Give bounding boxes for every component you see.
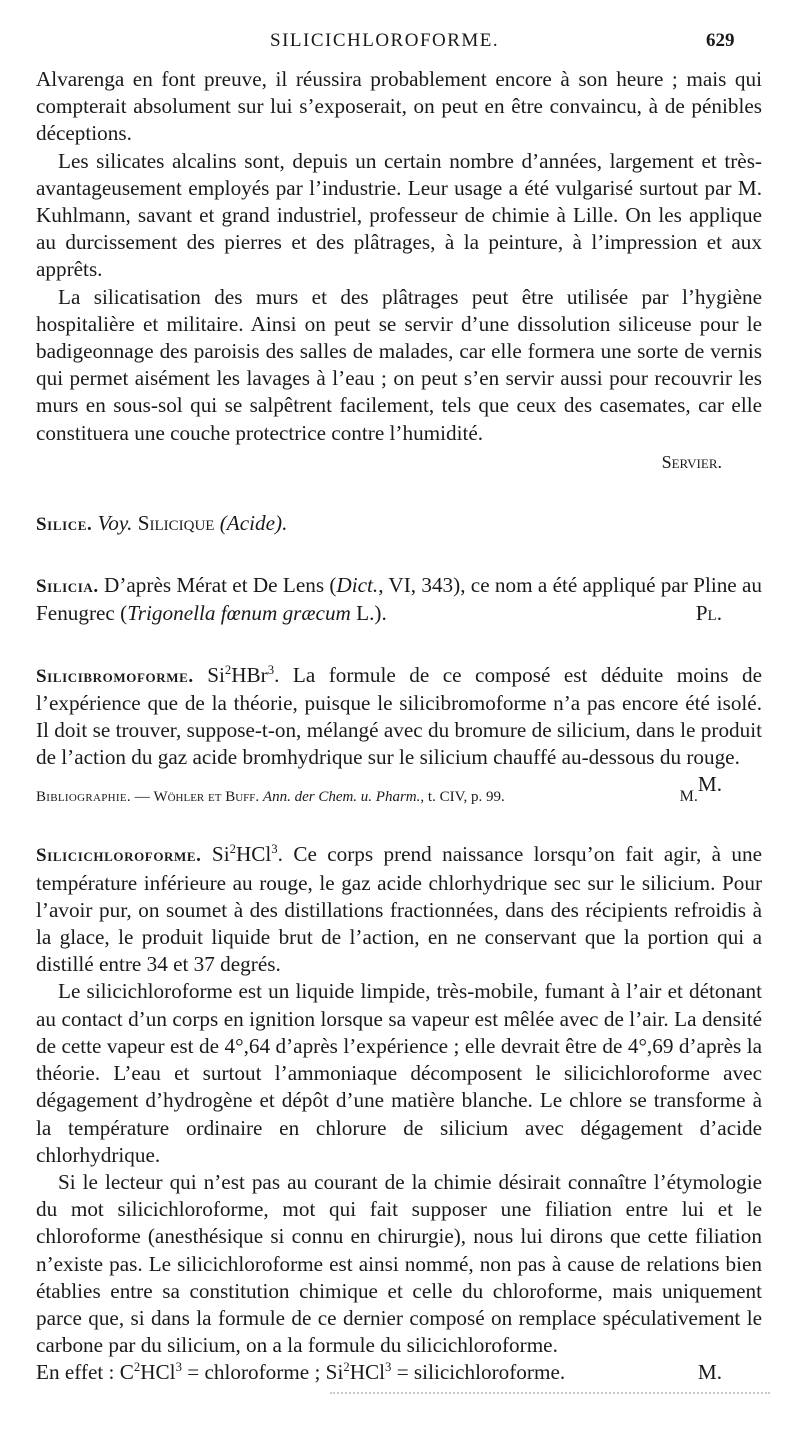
eq-sup3: 2 (343, 1360, 350, 1375)
entry-silicichloroforme (36, 841, 762, 978)
headword-silice: Silice. (36, 514, 93, 536)
headword-silicibromoforme: Silicibromoforme. (36, 665, 194, 687)
eq-d: HCl (349, 1360, 386, 1385)
signature-m-biblio: M. (679, 788, 698, 806)
cross-reference: Silicique (137, 511, 215, 536)
formula-sicl-a: Si (211, 842, 230, 867)
signature-m-1: M. (697, 772, 722, 797)
silicichloroforme-intro: . Ce corps prend naissance lorsqu’on fait agir, à une température inférieure au rouge, le gaz acide chlorhydrique sec sur le silicium. Pour l’avoir pur, on soumet à des distillations fractionnées, dans des récipients refroidis à la glace, le produit liquide brut de l’action, en ne conservant que la portion qui a distillé entre 34 et 37 degrés. (36, 842, 763, 977)
page-number: 629 (706, 30, 735, 51)
silicia-text-a: D’après Mérat et De Lens ( (104, 573, 337, 598)
silicia-dict: Dict. (336, 573, 379, 598)
silicibromoforme-text: . La formule de ce composé est déduite moins de l’expérience que de la théorie, puisque le silicibromoforme n’a pas encore été isolé. Il doit se trouver, suppose-t-on, mélangé avec du bromure de silicium, dans le produit de l’action du gaz acide bromhydrique sur le silicium chauffé au-dessous du rouge. (36, 662, 763, 770)
footer-rule (330, 1392, 770, 1398)
formula-sibr-b: HBr (231, 662, 268, 687)
signature-servier: Servier. (661, 451, 722, 472)
eq-b: HCl (140, 1360, 176, 1385)
silicia-text-b: , VI, 343), ce nom a été appliqué par Pline au Fenugrec ( (36, 573, 763, 626)
entry-silicibromoforme (36, 662, 763, 797)
paragraph-continuation: Alvarenga en font preuve, il réussira probablement encore à son heure ; mais qui compterait absolument sur lui s’exposerait, on peut en être convaincu, à de pénibles déceptions. (36, 67, 762, 146)
eq-sup2: 3 (175, 1360, 182, 1375)
voy-label: Voy. (97, 511, 133, 536)
headword-silicia: Silicia. (36, 576, 99, 598)
bibliography-authors: Wöhler et Buff. (153, 789, 260, 806)
entry-silice (36, 510, 762, 538)
paragraph-silicatisation: La silicatisation des murs et des plâtrages peut être utilisée par l’hygiène hospitalière et militaire. Ainsi on peut se servir d’une dissolution siliceuse pour le badigeonnage des paroisis des salles de malades, car elle formera une sorte de vernis qui permet aisément les lavages à l’eau ; on peut s’en servir aussi pour recouvrir les murs en sous-sol qui se salpêtrent facilement, tels que ceux des casemates, car elle constituera une couche protectrice contre l’humidité. (36, 284, 762, 445)
running-head (0, 30, 800, 60)
paragraph-properties: Le silicichloroforme est un liquide limpide, très-mobile, fumant à l’air et détonant au contact d’un corps en ignition lorsque sa vapeur est mêlée avec de l’air. La densité de cette vapeur est de 4°,64 d’après l’expérience ; elle devrait être de 4°,69 d’après la théorie. L’eau et surtout l’ammoniaque décomposent le silicichloroforme avec dégagement d’hydrogène et dépôt d’une matière blanche. Le chlore se transforme à la température ordinaire en chlorure de silicium avec dégagement d’acide chlorhydrique. (36, 979, 762, 1167)
paragraph-equation (36, 1359, 762, 1386)
signature-m-2: M. (697, 1360, 722, 1385)
eq-sup4: 3 (385, 1360, 392, 1375)
eq-a: En effet : C (36, 1360, 134, 1385)
bibliography (36, 787, 762, 807)
bibliography-rest: , t. CIV, p. 99. (420, 789, 505, 806)
signature-pl: Pl. (695, 601, 722, 626)
paragraph-silicates: Les silicates alcalins sont, depuis un certain nombre d’années, largement et très-avantageusement employés par l’industrie. Leur usage a été vulgarisé surtout par M. Kuhlmann, savant et grand industriel, professeur de chimie à Lille. On les applique au durcissement des pierres et des plâtrages, à la peinture, à l’impression et aux apprêts. (36, 148, 762, 282)
headword-silicichloroforme: Silicichloroforme. (36, 845, 202, 867)
formula-sibr-sup2: 3 (267, 662, 275, 677)
silicia-latin-name: Trigonella fœnum græcum (127, 601, 351, 626)
formula-sibr-sup1: 2 (224, 662, 232, 677)
eq-c: = chloroforme ; Si (181, 1360, 344, 1385)
bibliography-label: Bibliographie. (36, 789, 131, 806)
formula-sibr-a: Si (207, 662, 225, 687)
eq-e: = silicichloroforme. (391, 1360, 566, 1385)
paragraph-etymology: Si le lecteur qui n’est pas au courant de la chimie désirait connaître l’étymologie du mot silicichloroforme, mot qui fait supposer une filiation entre lui et le chloroforme (anesthésique si connu en chirurgie), nous lui dirons que cette filiation n’existe pas. Le silicichloroforme est ainsi nommé, non pas à cause de relations bien établies entre sa constitution chimique et celle du chloroforme, mais uniquement parce que, si dans la formule de ce dernier composé on remplace spéculativement le carbone par du silicium, on a la formule du silicichloroforme. (36, 1169, 762, 1358)
bibliography-journal: Ann. der Chem. u. Pharm. (262, 789, 421, 806)
cross-reference-acide: (Acide). (219, 511, 288, 536)
bibliography-dash: — (130, 789, 154, 806)
page-content (36, 66, 762, 1387)
silicia-text-c: L.). (350, 601, 387, 626)
entry-silicia (36, 572, 762, 627)
formula-sicl-sup1: 2 (229, 842, 236, 857)
running-title: SILICICHLOROFORME. (270, 30, 500, 51)
formula-sicl-sup2: 3 (271, 842, 278, 857)
formula-sicl-b: HCl (235, 842, 272, 867)
eq-sup1: 2 (133, 1360, 141, 1375)
